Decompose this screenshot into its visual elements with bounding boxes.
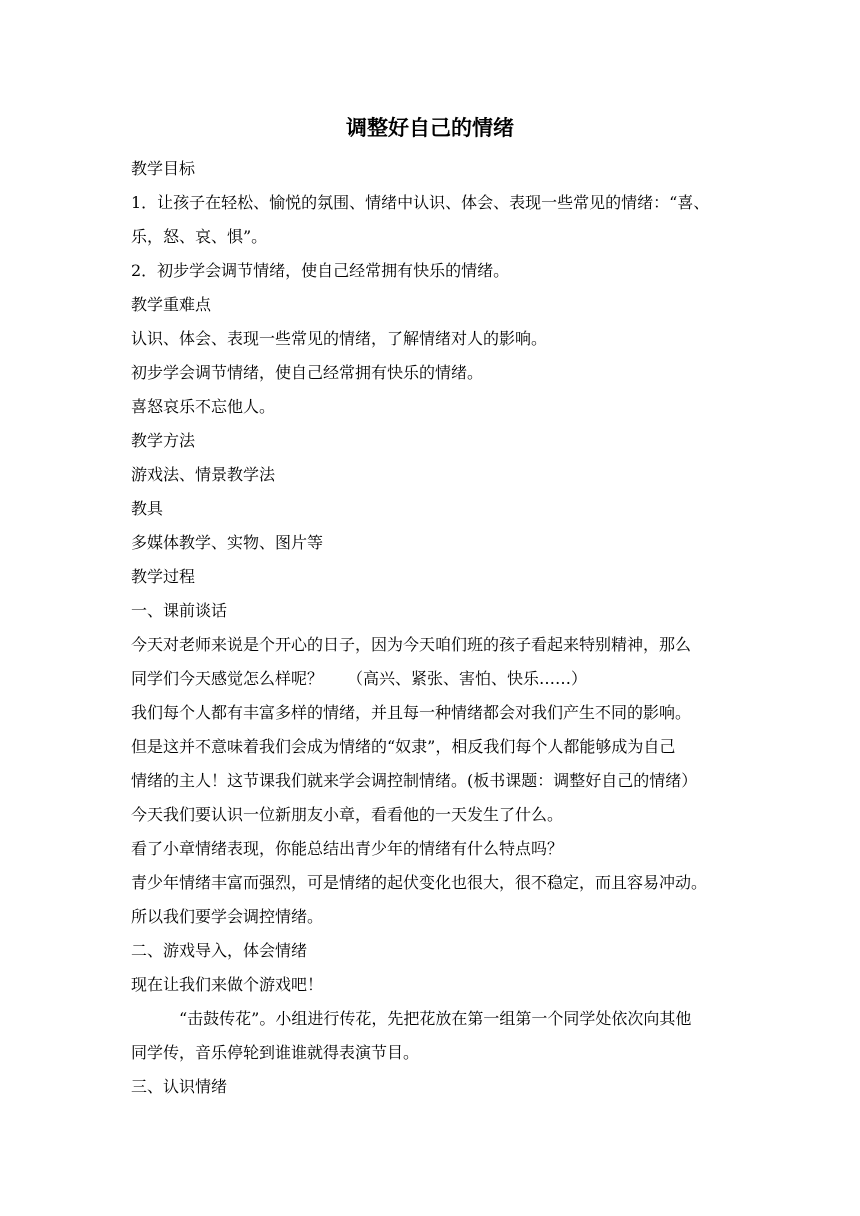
paragraph-line: 青少年情绪丰富而强烈，可是情绪的起伏变化也很大，很不稳定，而且容易冲动。 <box>131 873 708 892</box>
paragraph-line: 同学传，音乐停轮到谁谁就得表演节目。 <box>131 1043 420 1062</box>
paragraph-line: 认识、体会、表现一些常见的情绪，了解情绪对人的影响。 <box>131 329 548 348</box>
paragraph-line: 初步学会调节情绪，使自己经常拥有快乐的情绪。 <box>131 363 484 382</box>
paragraph-line: 现在让我们来做个游戏吧！ <box>131 975 324 994</box>
paragraph-line: 多媒体教学、实物、图片等 <box>131 533 324 552</box>
paragraph-line: 乐，怒、哀、惧”。 <box>131 227 268 246</box>
paragraph-line: 情绪的主人！这节课我们就来学会调控制情绪。(板书课题：调整好自己的情绪） <box>131 771 698 790</box>
paragraph-line: 所以我们要学会调控情绪。 <box>131 907 324 926</box>
document-title: 调整好自己的情绪 <box>346 116 514 140</box>
paragraph-line: 今天我们要认识一位新朋友小章，看看他的一天发生了什么。 <box>131 805 564 824</box>
section-heading-teaching-aids: 教具 <box>131 499 164 518</box>
paragraph-line: 2．初步学会调节情绪，使自己经常拥有快乐的情绪。 <box>131 261 510 280</box>
paragraph-line: 喜怒哀乐不忘他人。 <box>131 397 276 416</box>
section-heading-objectives: 教学目标 <box>131 159 196 178</box>
section-heading-process: 教学过程 <box>131 567 196 586</box>
subsection-heading-warmup: 一、课前谈话 <box>131 601 228 620</box>
section-heading-key-points: 教学重难点 <box>131 295 212 314</box>
paragraph-line: 我们每个人都有丰富多样的情绪，并且每一种情绪都会对我们产生不同的影响。 <box>131 703 692 722</box>
paragraph-line: 1．让孩子在轻松、愉悦的氛围、情绪中认识、体会、表现一些常见的情绪：“喜、 <box>131 193 710 212</box>
document-body <box>131 152 733 1104</box>
paragraph-line: 今天对老师来说是个开心的日子，因为今天咱们班的孩子看起来特别精神，那么 <box>131 635 692 654</box>
subsection-heading-recognize-emotions: 三、认识情绪 <box>131 1077 228 1096</box>
section-heading-methods: 教学方法 <box>131 431 196 450</box>
paragraph-line: 但是这并不意味着我们会成为情绪的“奴隶”，相反我们每个人都能够成为自己 <box>131 737 676 756</box>
paragraph-line: 游戏法、情景教学法 <box>131 465 276 484</box>
paragraph-line: 同学们今天感觉怎么样呢？ （高兴、紧张、害怕、快乐……） <box>131 669 588 688</box>
paragraph-line: 看了小章情绪表现，你能总结出青少年的情绪有什么特点吗？ <box>131 839 564 858</box>
paragraph-line-indented: “击鼓传花”。小组进行传花，先把花放在第一组第一个同学处依次向其他 <box>179 1009 692 1028</box>
subsection-heading-game: 二、游戏导入，体会情绪 <box>131 941 308 960</box>
